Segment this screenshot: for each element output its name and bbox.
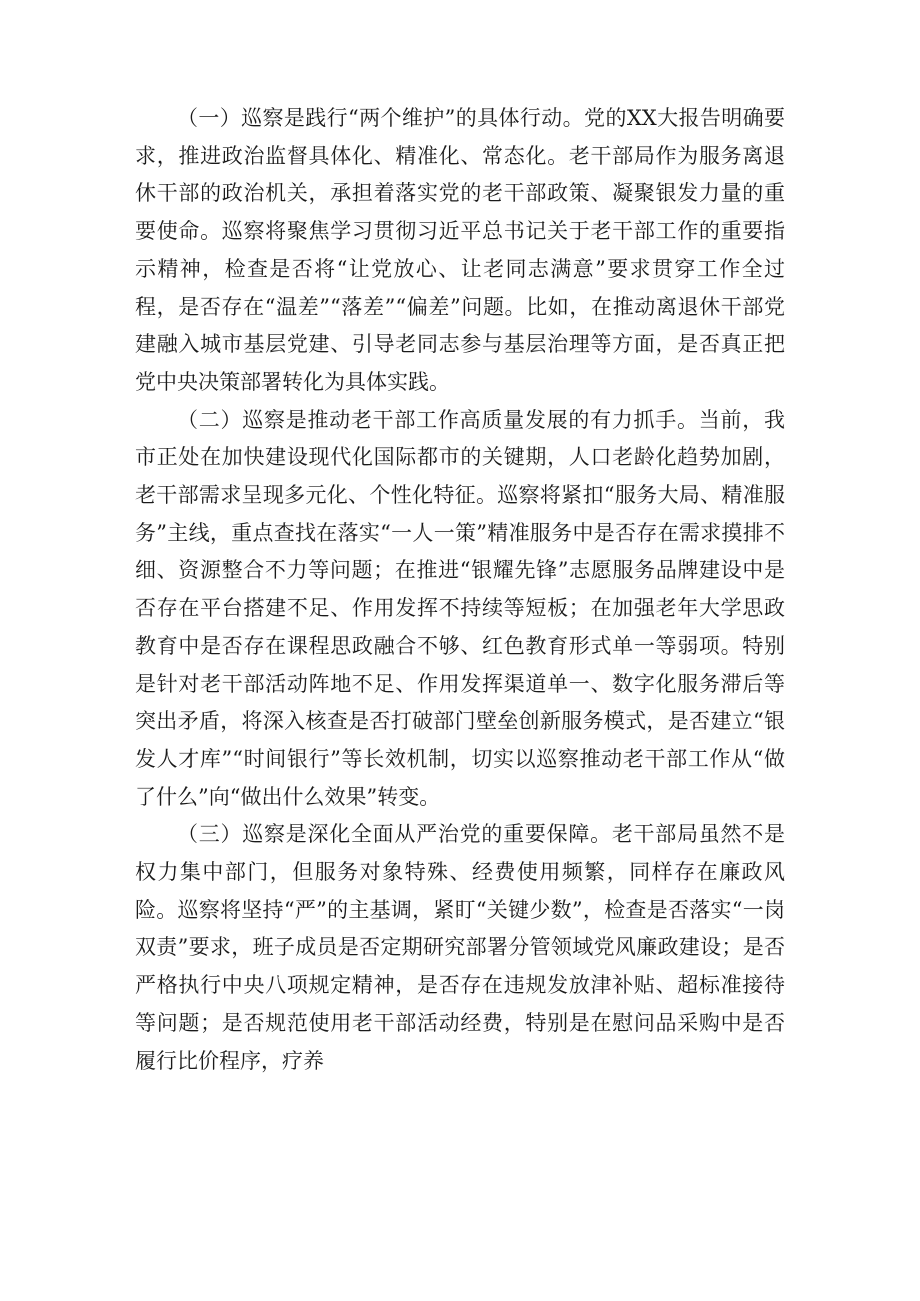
paragraph-1: （一）巡察是践行“两个维护”的具体行动。党的XX大报告明确要求，推进政治监督具体化、精准化、常态化。老干部局作为服务离退休干部的政治机关，承担着落实党的老干部政策、凝聚银发力量的重要使命。巡察将聚焦学习贯彻习近平总书记关于老干部工作的重要指示精神，检查是否将“让党放心、让老同志满意”要求贯穿工作全过程，是否存在“温差”“落差”“偏差”问题。比如，在推动离退休干部党建融入城市基层党建、引导老同志参与基层治理等方面，是否真正把党中央决策部署转化为具体实践。 (135, 106, 785, 394)
paragraph-3: （三）巡察是深化全面从严治党的重要保障。老干部局虽然不是权力集中部门，但服务对象特殊、经费使用频繁，同样存在廉政风险。巡察将坚持“严”的主基调，紧盯“关键少数”，检查是否落实“一岗双责”要求，班子成员是否定期研究部署分管领域党风廉政建设；是否严格执行中央八项规定精神，是否存在违规发放津补贴、超标准接待等问题；是否规范使用老干部活动经费，特别是在慰问品采购中是否履行比价程序，疗养 (135, 822, 785, 1073)
document-body (135, 100, 785, 1080)
paragraph-2: （二）巡察是推动老干部工作高质量发展的有力抓手。当前，我市正处在加快建设现代化国际都市的关键期，人口老龄化趋势加剧，老干部需求呈现多元化、个性化特征。巡察将紧扣“服务大局、精准服务”主线，重点查找在落实“一人一策”精准服务中是否存在需求摸排不细、资源整合不力等问题；在推进“银耀先锋”志愿服务品牌建设中是否存在平台搭建不足、作用发挥不持续等短板；在加强老年大学思政教育中是否存在课程思政融合不够、红色教育形式单一等弱项。特别是针对老干部活动阵地不足、作用发挥渠道单一、数字化服务滞后等突出矛盾，将深入核查是否打破部门壁垒创新服务模式，是否建立“银发人才库”“时间银行”等长效机制，切实以巡察推动老干部工作从“做了什么”向“做出什么效果”转变。 (135, 407, 785, 809)
